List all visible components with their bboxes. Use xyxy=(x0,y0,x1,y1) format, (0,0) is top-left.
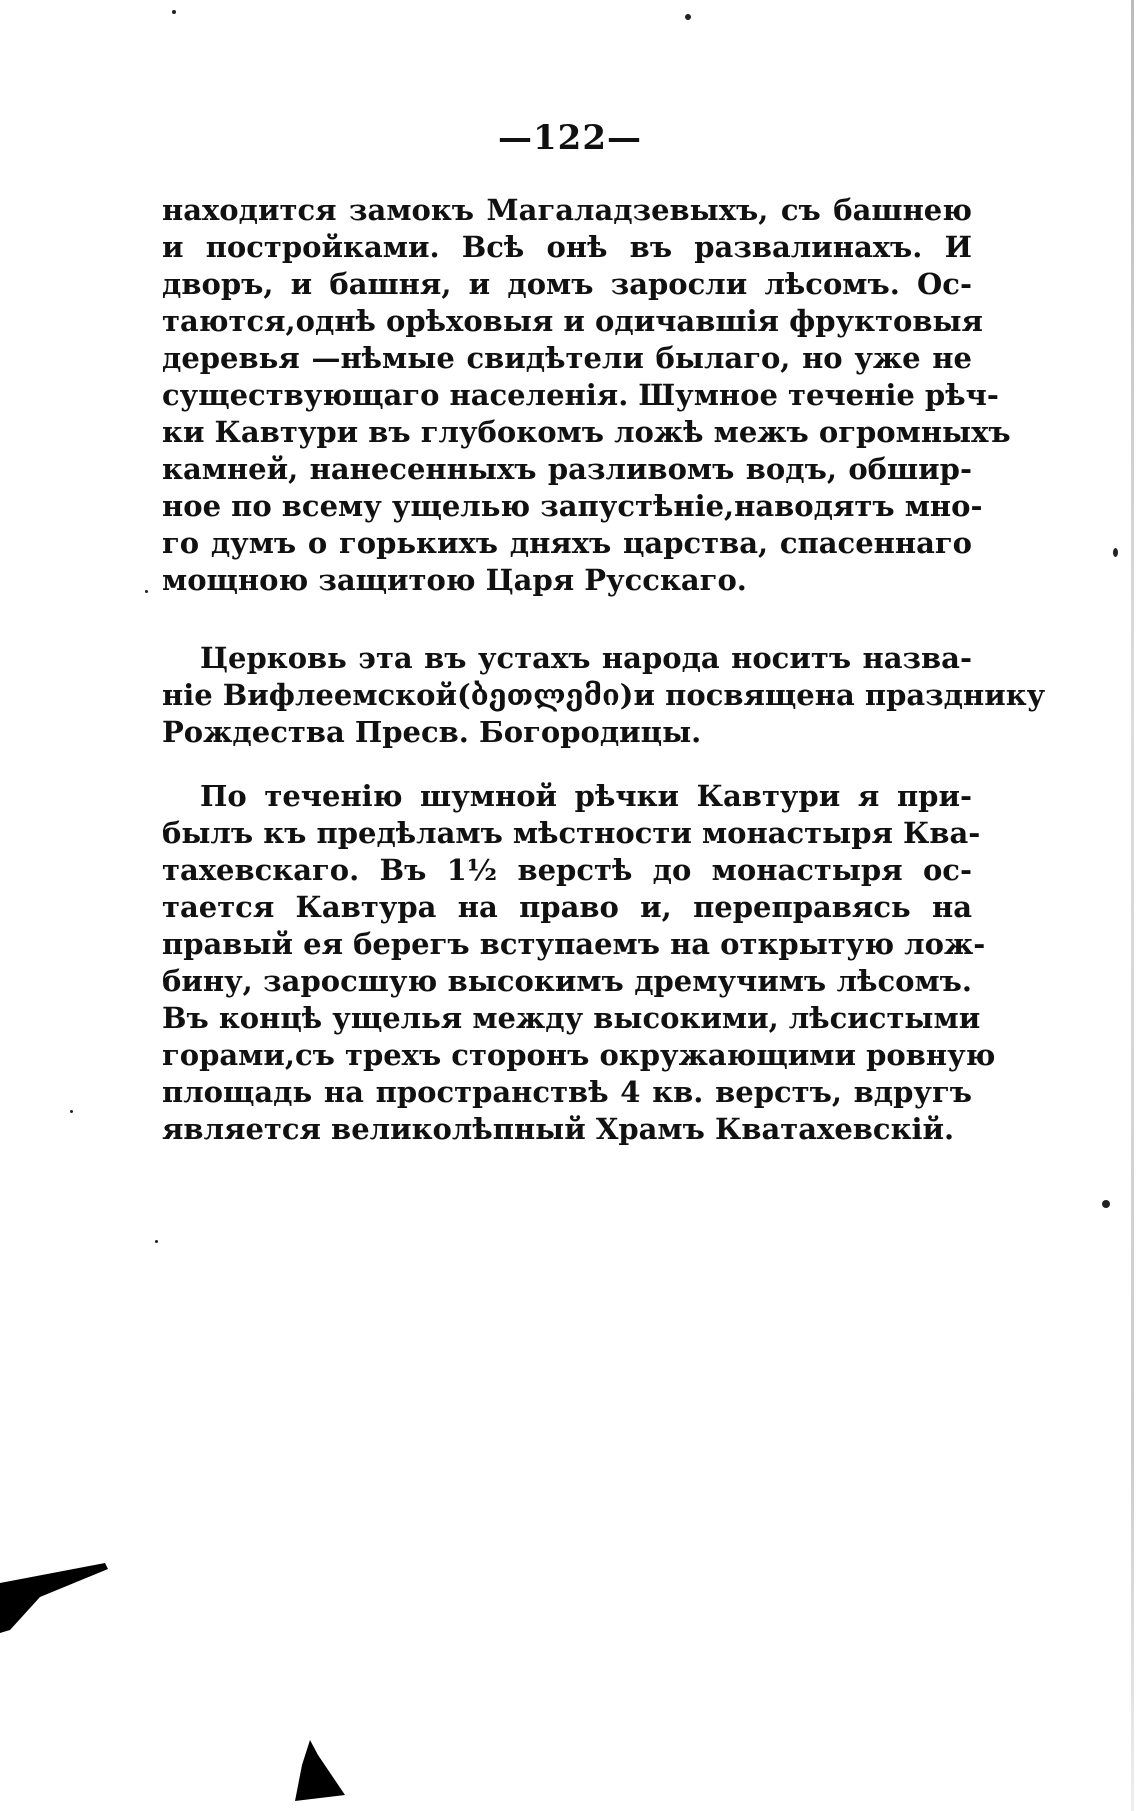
scan-speck xyxy=(685,14,691,20)
paragraph-3 xyxy=(162,778,996,1148)
scan-speck xyxy=(172,10,176,14)
text-line: Церковь эта въ устахъ народа носитъ назва- xyxy=(200,641,972,675)
scan-corner-blot xyxy=(0,1555,110,1635)
scan-speck xyxy=(70,1110,73,1113)
text-line: камней, нанесенныхъ разливомъ водъ, обшир- xyxy=(162,452,972,486)
text-line: ніе Вифлеемской(ბეთლემი)и посвящена празднику xyxy=(162,678,1046,712)
text-line: правый ея берегъ вступаемъ на открытую лож- xyxy=(162,927,986,961)
text-line: является великолѣпный Храмъ Кватахевскій. xyxy=(162,1112,955,1146)
scan-bottom-blot xyxy=(290,1735,350,1805)
text-line: ки Кавтури въ глубокомъ ложѣ межъ огромныхъ xyxy=(162,415,1011,449)
text-line: горами,съ трехъ сторонъ окружающими ровную xyxy=(162,1038,996,1072)
page-number: —122— xyxy=(498,118,642,158)
text-line: бину, заросшую высокимъ дремучимъ лѣсомъ. xyxy=(162,964,972,998)
text-line: го думъ о горькихъ дняхъ царства, спасеннаго xyxy=(162,526,972,560)
text-line: тается Кавтура на право и, переправясь на xyxy=(162,890,972,924)
scan-speck xyxy=(155,1240,158,1243)
text-line: тахевскаго. Въ 1½ верстѣ до монастыря ос- xyxy=(162,853,972,887)
scan-speck xyxy=(1113,548,1118,557)
text-line: дворъ, и башня, и домъ заросли лѣсомъ. Ос- xyxy=(162,267,972,301)
text-line: существующаго населенія. Шумное теченіе рѣч- xyxy=(162,378,999,412)
text-line: мощною защитою Царя Русскаго. xyxy=(162,563,747,597)
text-line: Рождества Пресв. Богородицы. xyxy=(162,715,702,749)
paragraph-2 xyxy=(162,640,1046,751)
text-line: таются,однѣ орѣховыя и одичавшія фруктовыя xyxy=(162,304,983,338)
paragraph-1 xyxy=(162,192,1011,599)
text-line: площадь на пространствѣ 4 кв. верстъ, вдругъ xyxy=(162,1075,972,1109)
text-line: По теченію шумной рѣчки Кавтури я при- xyxy=(200,779,972,813)
scan-speck xyxy=(145,590,148,593)
text-line: Въ концѣ ущелья между высокими, лѣсистыми xyxy=(162,1001,981,1035)
text-line: деревья —нѣмые свидѣтели былаго, но уже не xyxy=(162,341,972,375)
text-line: находится замокъ Магаладзевыхъ, съ башнею xyxy=(162,193,972,227)
text-line: былъ къ предѣламъ мѣстности монастыря Ква- xyxy=(162,816,981,850)
text-line: ное по всему ущелью запустѣніе,наводятъ мно- xyxy=(162,489,983,523)
scan-speck xyxy=(1102,1200,1110,1208)
text-line: и постройками. Всѣ онѣ въ развалинахъ. И xyxy=(162,230,972,264)
page-edge-shadow xyxy=(1131,0,1134,1811)
